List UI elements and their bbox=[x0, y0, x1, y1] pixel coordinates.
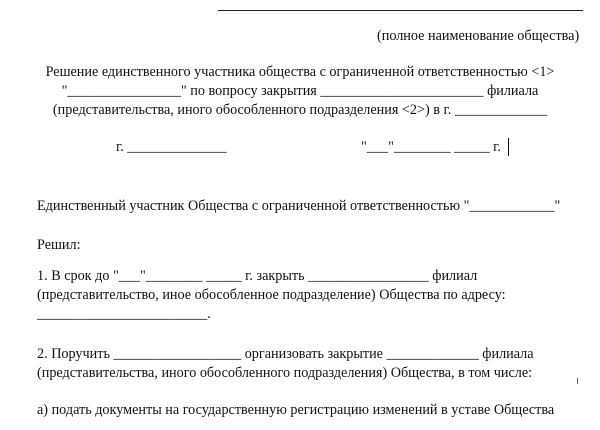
decided-heading: Решил: bbox=[37, 237, 81, 253]
intro-paragraph: Единственный участник Общества с ограниченной ответственностью "____________" bbox=[37, 198, 561, 214]
item-1-line-1: 1. В срок до "___"________ _____ г. закрыть _________________ филиал bbox=[37, 268, 478, 284]
organization-name-caption: (полное наименование общества) bbox=[377, 28, 580, 44]
title-line-2: "________________" по вопросу закрытия _______________________ филиала bbox=[61, 83, 539, 99]
text-cursor bbox=[508, 138, 509, 156]
title-line-3: (представительства, иного обособленного подразделения <2>) в г. _____________ bbox=[52, 102, 548, 118]
title-line-1: Решение единственного участника общества с ограниченной ответственностью <1> bbox=[45, 64, 555, 80]
item-1-line-3: ________________________. bbox=[37, 306, 211, 322]
item-a-line: а) подать документы на государственную регистрацию изменений в уставе Общества bbox=[37, 402, 555, 418]
organization-name-underline bbox=[218, 10, 583, 11]
item-2-line-2: (представительства, иного обособленного подразделения) Общества, в том числе: bbox=[37, 365, 533, 381]
city-field: г. ______________ bbox=[116, 139, 227, 155]
item-2-line-1: 2. Поручить __________________ организовать закрытие _____________ филиала bbox=[37, 346, 534, 362]
margin-mark bbox=[577, 378, 578, 384]
date-field: "___"________ _____ г. bbox=[361, 139, 501, 155]
item-1-line-2: (представительство, иное обособленное подразделение) Общества по адресу: bbox=[37, 287, 506, 303]
